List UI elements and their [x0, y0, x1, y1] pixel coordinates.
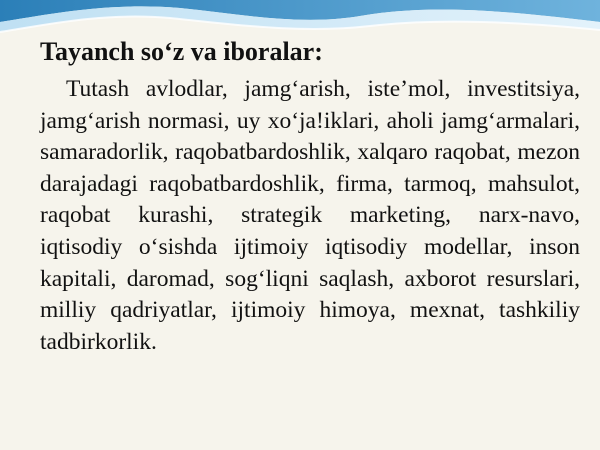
slide-heading: Tayanch so‘z va iboralar:: [40, 37, 323, 66]
slide-content: [40, 36, 580, 358]
keyword-paragraph: Tutash avlodlar, jamg‘arish, iste’mol, investitsiya, jamg‘arish normasi, uy xo‘ja!iklari, aholi jamg‘armalari, samaradorlik, raqobatbardoshlik, xalqaro raqobat, mezon darajadagi raqobatbardoshlik, firma, tarmoq, mahsulot, raqobat kurashi, strategik marketing, narx-navo, iqtisodiy o‘sishda ijtimoiy iqtisodiy modellar, inson kapitali, daromad, sog‘liqni saqlash, axborot resurslari, milliy qadriyatlar, ijtimoiy himoya, mexnat, tashkiliy tadbirkorlik.: [40, 76, 580, 355]
